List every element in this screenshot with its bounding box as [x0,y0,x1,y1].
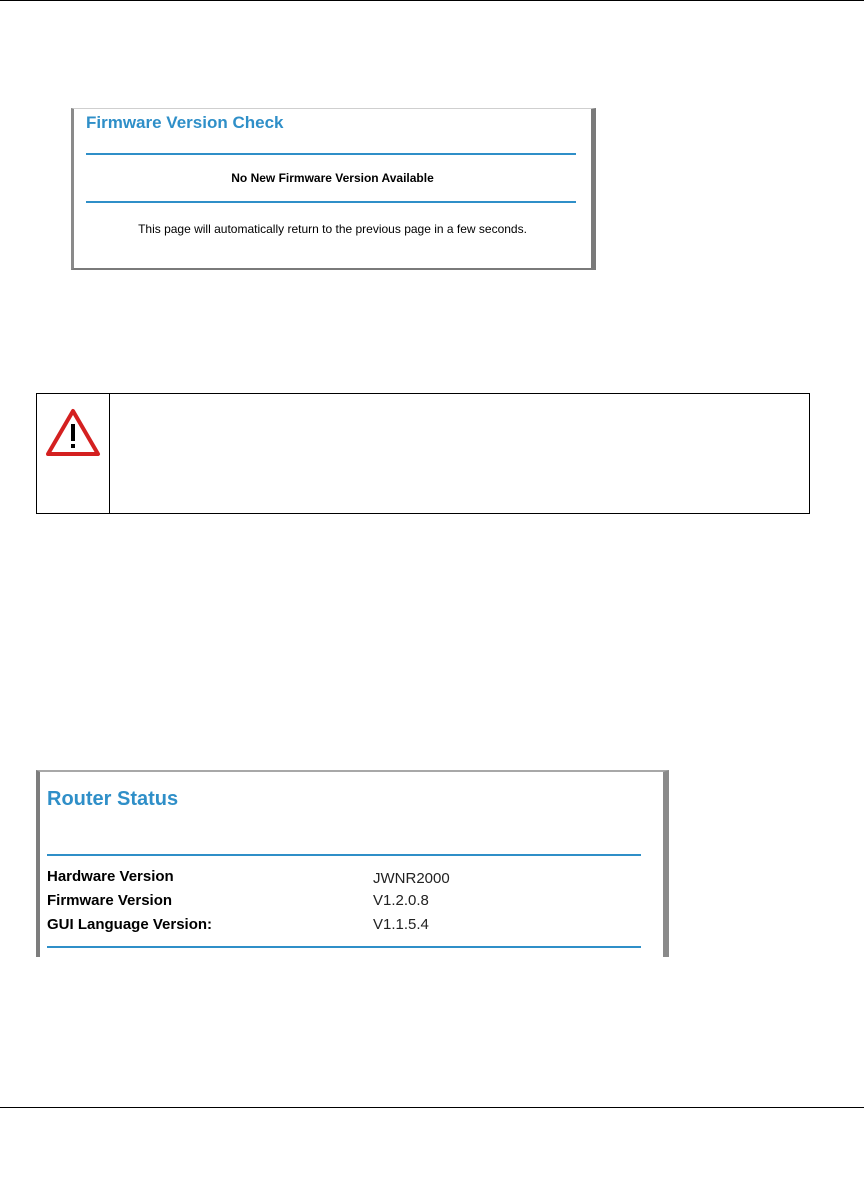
firmware-check-divider-bottom [86,201,576,203]
firmware-check-title: Firmware Version Check [86,113,284,132]
status-label: Firmware Version [47,892,173,909]
router-status-screenshot [36,770,669,957]
warning-callout [36,393,810,514]
status-value: JWNR2000 [373,870,450,887]
page-footer-rule [0,1107,864,1108]
warning-callout-divider [109,394,110,513]
status-value: V1.1.5.4 [373,916,429,933]
router-status-title: Router Status [47,788,179,810]
page-top-rule [0,0,864,1]
firmware-check-divider-top [86,153,576,155]
warning-triangle-icon [45,408,101,458]
status-label: GUI Language Version: [47,916,213,933]
status-value: V1.2.0.8 [373,892,429,909]
firmware-version-check-screenshot [71,108,596,270]
router-status-divider-bottom [47,946,641,948]
router-status-divider-top [47,854,641,856]
auto-return-note: This page will automatically return to the previous page in a few seconds. [138,222,527,236]
firmware-status-message: No New Firmware Version Available [231,171,434,185]
status-label: Hardware Version [47,868,174,885]
